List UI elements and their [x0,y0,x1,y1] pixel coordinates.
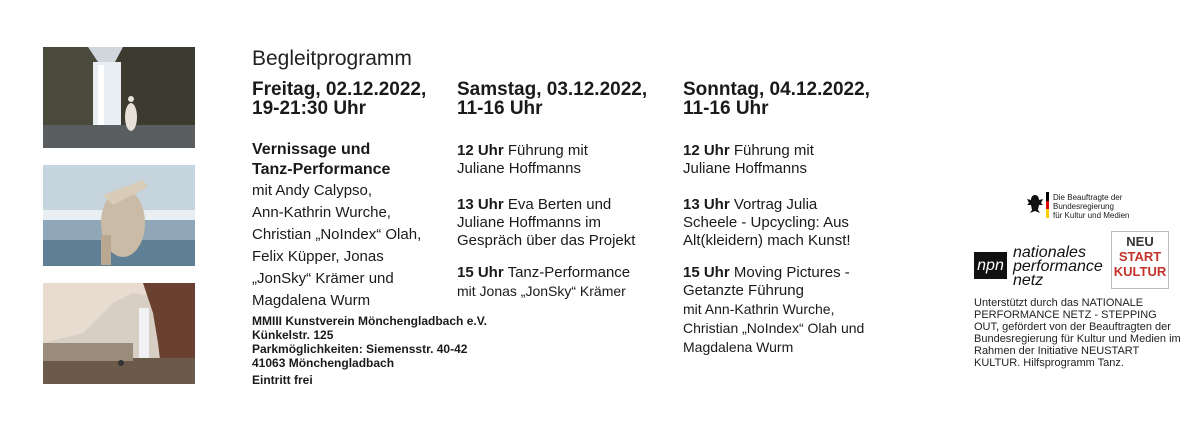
item-time: 12 Uhr [683,142,730,159]
bkm-line: Die Beauftragte der Bundesregierung [1053,193,1123,211]
guest-line: mit Andy Calypso, [252,182,373,199]
friday-guests [252,180,452,312]
entry-note: Eintritt frei [252,373,313,387]
federal-eagle-icon [1024,193,1046,215]
guest-line: Felix Küpper, Jonas [252,248,384,265]
item-time: 15 Uhr [457,264,504,281]
item-text: Magdalena Wurm [683,339,794,355]
sunday-item [683,142,913,178]
saturday-item [457,142,679,178]
venue-city: 41063 Mönchengladbach [252,356,395,370]
item-text: Alt(kleidern) mach Kunst! [683,232,851,249]
guest-line: Christian „NoIndex“ Olah, [252,226,422,243]
item-text: Vortrag Julia [733,196,818,213]
guest-line: „JonSky“ Krämer und [252,270,394,287]
item-time: 12 Uhr [457,142,504,159]
item-text: Moving Pictures - [733,264,850,281]
npn-line: netz [1013,272,1044,289]
npn-line: performance [1013,258,1103,275]
bkm-line: für Kultur und Medien [1053,211,1130,220]
saturday-column [457,80,679,301]
german-flag-icon [1046,192,1049,218]
npn-logo-mark: npn [974,252,1007,279]
venue-parking: Parkmöglichkeiten: Siemensstr. 40-42 [252,342,468,356]
sunday-column [683,80,913,357]
neustart-kultur-logo [1111,231,1169,289]
friday-time: 19-21:30 Uhr [252,98,367,119]
sunday-item [683,196,913,250]
item-text: mit Ann-Kathrin Wurche, [683,301,835,317]
sunday-time: 11-16 Uhr [683,98,769,119]
saturday-item [457,264,679,301]
venue-name: MMIII Kunstverein Mönchengladbach e.V. [252,314,487,328]
item-time: 13 Uhr [457,196,504,213]
item-text: Gespräch über das Projekt [457,232,636,249]
neustart-line: START [1118,249,1162,264]
venue-address [252,314,487,370]
friday-event-title-2: Tanz-Performance [252,161,391,178]
npn-logo-text [1013,246,1103,288]
item-text: Führung mit [507,142,588,159]
item-text: Christian „NoIndex“ Olah und [683,320,865,336]
item-text: Juliane Hoffmanns [683,160,807,177]
item-text: Juliane Hoffmanns [457,160,581,177]
saturday-item [457,196,679,250]
friday-day: Freitag, 02.12.2022, [252,79,427,100]
friday-event-title-1: Vernissage und [252,141,371,158]
waterfall-dance-photo [43,47,195,148]
sunday-day: Sonntag, 04.12.2022, [683,79,870,100]
item-text: Getanzte Führung [683,282,804,299]
program-heading: Begleitprogramm [252,47,412,70]
item-text: Tanz-Performance [507,264,631,281]
saturday-time: 11-16 Uhr [457,98,543,119]
item-text: Eva Berten und [507,196,612,213]
item-text: Juliane Hoffmanns im [457,214,601,231]
neustart-line: NEU [1126,234,1154,249]
item-text: Scheele - Upcycling: Aus [683,214,849,231]
neustart-line: KULTUR [1113,264,1167,279]
item-time: 13 Uhr [683,196,730,213]
cave-waterfall-photo [43,283,195,384]
venue-street: Künkelstr. 125 [252,328,334,342]
bkm-logo-text [1053,193,1183,220]
npn-line: nationales [1013,244,1086,261]
item-text: mit Jonas „JonSky“ Krämer [457,283,626,299]
guest-line: Ann-Kathrin Wurche, [252,204,391,221]
item-time: 15 Uhr [683,264,730,281]
item-text: Führung mit [733,142,814,159]
saturday-day: Samstag, 03.12.2022, [457,79,648,100]
friday-column [252,80,452,312]
sunday-item [683,264,913,357]
guest-line: Magdalena Wurm [252,292,371,309]
funding-note: Unterstützt durch das NATIONALE PERFORMANCE NETZ - STEPPING OUT, gefördert von der Beauftragten der Bundesregierung für Kultur und Medien im Rahmen der Initiative NEUSTART KULTUR. Hilfsprogramm Tanz. [974,297,1181,369]
glacier-dance-photo [43,165,195,266]
